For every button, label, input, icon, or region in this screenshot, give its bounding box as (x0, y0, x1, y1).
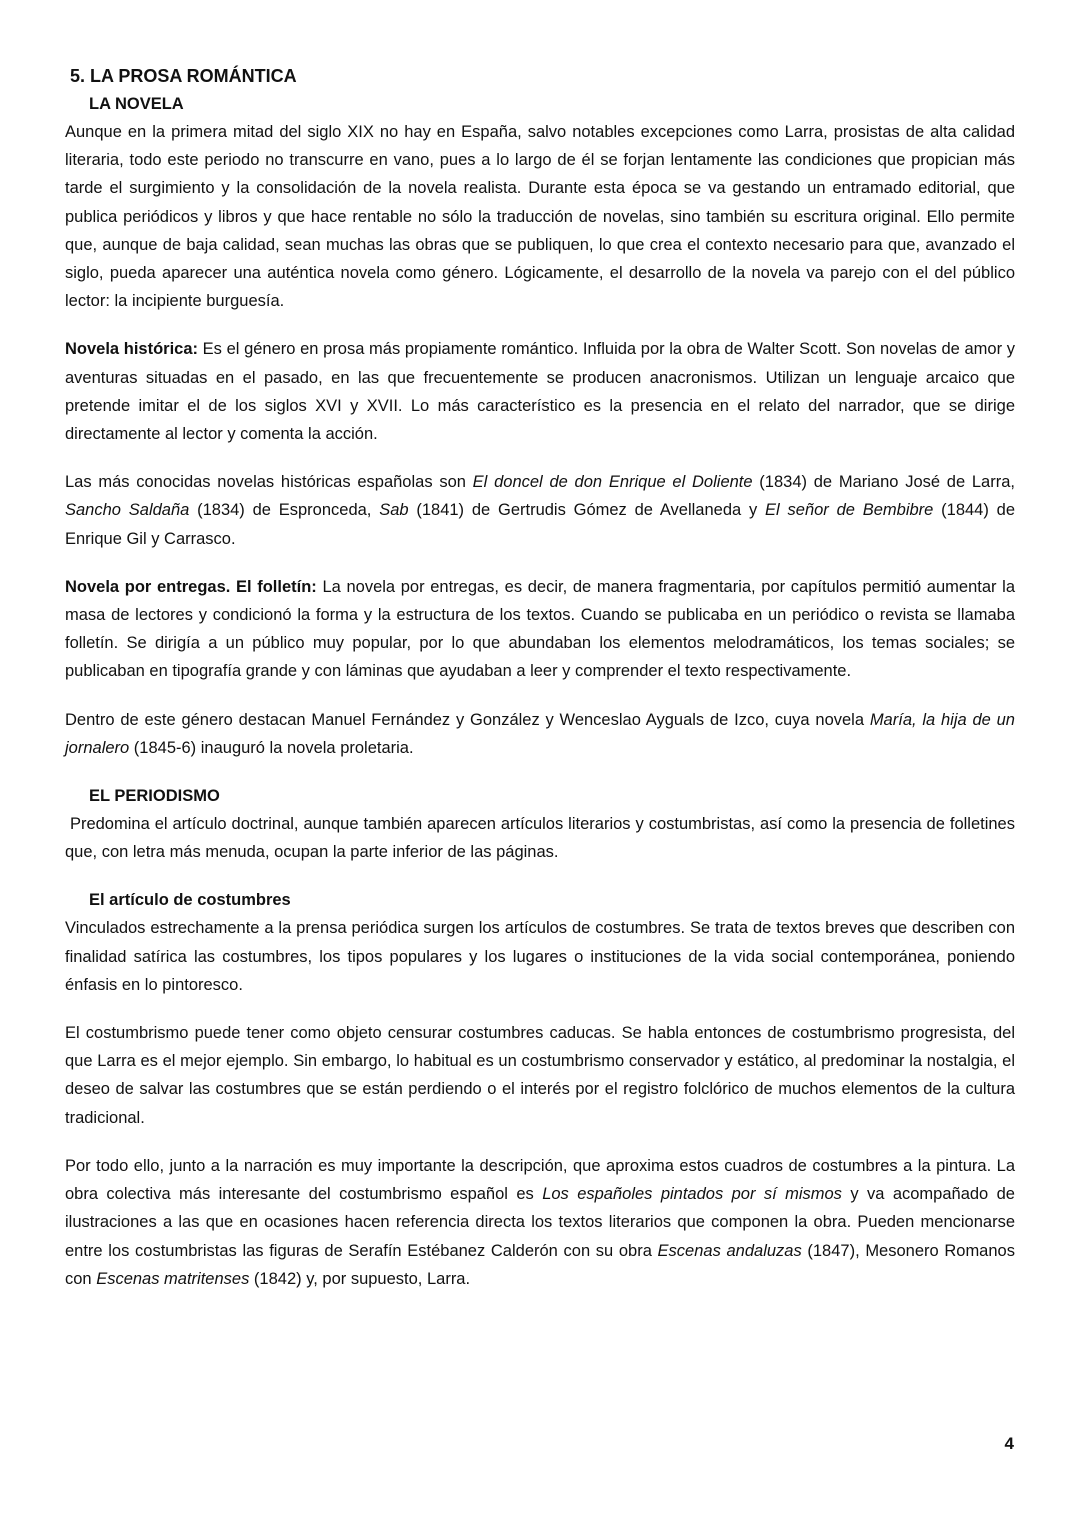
text-novela-por-entregas: La novela por entregas, es decir, de manera fragmentaria, por capítulos permitió aumentar la masa de lectores y condicionó la forma y la estructura de los textos. Cuando se publicaba en un periódico o revista se llamaba folletín. Se dirigía a un público muy popular, por lo que abundaban los elementos melodramáticos, los temas sociales; se publicaban en tipografía grande y con láminas que ayudaban a leer y comprender el texto respectivamente. (65, 577, 1015, 681)
paragraph-costumbres-1: Vinculados estrechamente a la prensa periódica surgen los artículos de costumbres. Se trata de textos breves que describen con finalidad satírica las costumbres, los tipos populares y los lugares o instituciones de la vida social contemporánea, poniendo énfasis en lo pintoresco. (65, 919, 1015, 994)
work-title: El doncel de don Enrique el Doliente (472, 473, 753, 492)
document-page (65, 62, 1020, 1293)
text-segment: (1834) de Espronceda, (189, 501, 380, 520)
text-segment: y va acompañado de ilustraciones a las que en ocasiones hacen referencia directa los textos literarios que componen la obra. Pueden mencionarse entre los costumbristas las figuras de Serafín Estébanez Calderón con su obra (65, 1185, 1015, 1260)
paragraph-novela-por-entregas (65, 573, 1015, 686)
work-title: Escenas andaluzas (657, 1241, 802, 1260)
work-title: Los españoles pintados por sí mismos (542, 1185, 842, 1204)
text-segment: (1841) de Gertrudis Gómez de Avellaneda y (408, 501, 766, 520)
text-segment: (1847), Mesonero Romanos con (65, 1241, 1015, 1288)
section-title: 5. LA PROSA ROMÁNTICA (70, 66, 297, 86)
text-novela-historica: Es el género en prosa más propiamente romántico. Influida por la obra de Walter Scott. Son novelas de amor y aventuras situadas en el pasado, en las que frecuentemente se producen anacronismos. Utilizan un lenguaje arcaico que pretende imitar el de los siglos XVI y XVII. Lo más característico es la presencia en el relato del narrador, que se dirige directamente al lector y comenta la acción. (65, 340, 1015, 444)
text-segment: Por todo ello, junto a la narración es muy importante la descripción, que aproxima estos cuadros de costumbres a la pintura. La obra colectiva más interesante del costumbrismo español es (65, 1156, 1015, 1204)
work-title: Sancho Saldaña (65, 501, 190, 520)
term-novela-por-entregas: Novela por entregas. El folletín: (65, 577, 317, 596)
paragraph-intro: Aunque en la primera mitad del siglo XIX no hay en España, salvo notables excepciones como Larra, prosistas de alta calidad literaria, todo este periodo no transcurre en vano, pues a lo largo de él se forjan lentamente las condiciones que propician más tarde el surgimiento y la consolidación de la novela realista. Durante esta época se va gestando un entramado editorial, que publica periódicos y libros y que hace rentable no sólo la traducción de novelas, sino también su escritura original. Ello permite que, aunque de baja calidad, sean muchas las obras que se publiquen, lo que crea el contexto necesario para que, avanzado el siglo, pueda aparecer una auténtica novela como género. Lógicamente, el desarrollo de la novela va parejo con el del público lector: la incipiente burguesía. (65, 123, 1015, 311)
paragraph-novela-historica (65, 335, 1015, 448)
term-novela-historica: Novela histórica: (65, 340, 199, 359)
paragraph-novelas-historicas-list (65, 468, 1015, 553)
paragraph-costumbres-2: El costumbrismo puede tener como objeto censurar costumbres caducas. Se habla entonces de costumbrismo progresista, del que Larra es el mejor ejemplo. Sin embargo, lo habitual es un costumbrismo conservador y estático, al predominar la nostalgia, el deseo de salvar las costumbres que se están perdiendo o el interés por el registro folclórico de muchos elementos de la cultura tradicional. (65, 1024, 1015, 1127)
text-segment: Las más conocidas novelas históricas españolas son (65, 473, 473, 492)
text-segment: (1834) de Mariano José de Larra, (752, 473, 1015, 492)
paragraph-entregas-autores (65, 706, 1015, 762)
work-title: Sab (379, 501, 409, 520)
text-segment: (1845-6) inauguró la novela proletaria. (129, 738, 414, 757)
subsection-heading-costumbres: El artículo de costumbres (89, 891, 291, 910)
subsection-heading-periodismo: EL PERIODISMO (89, 787, 220, 806)
work-title: Escenas matritenses (96, 1269, 250, 1288)
page-number: 4 (1004, 1434, 1014, 1453)
paragraph-costumbres-3 (65, 1152, 1015, 1293)
text-segment: Dentro de este género destacan Manuel Fernández y González y Wenceslao Ayguals de Izco, cuya novela (65, 710, 870, 729)
work-title: María, la hija de un jornalero (65, 710, 1015, 757)
text-segment: (1842) y, por supuesto, Larra. (249, 1269, 471, 1288)
work-title: El señor de Bembibre (765, 501, 934, 520)
paragraph-periodismo: Predomina el artículo doctrinal, aunque también aparecen artículos literarios y costumbristas, así como la presencia de folletines que, con letra más menuda, ocupan la parte inferior de las páginas. (65, 815, 1020, 862)
subsection-heading-novela: LA NOVELA (89, 95, 184, 113)
text-segment: (1844) de Enrique Gil y Carrasco. (65, 501, 1015, 548)
